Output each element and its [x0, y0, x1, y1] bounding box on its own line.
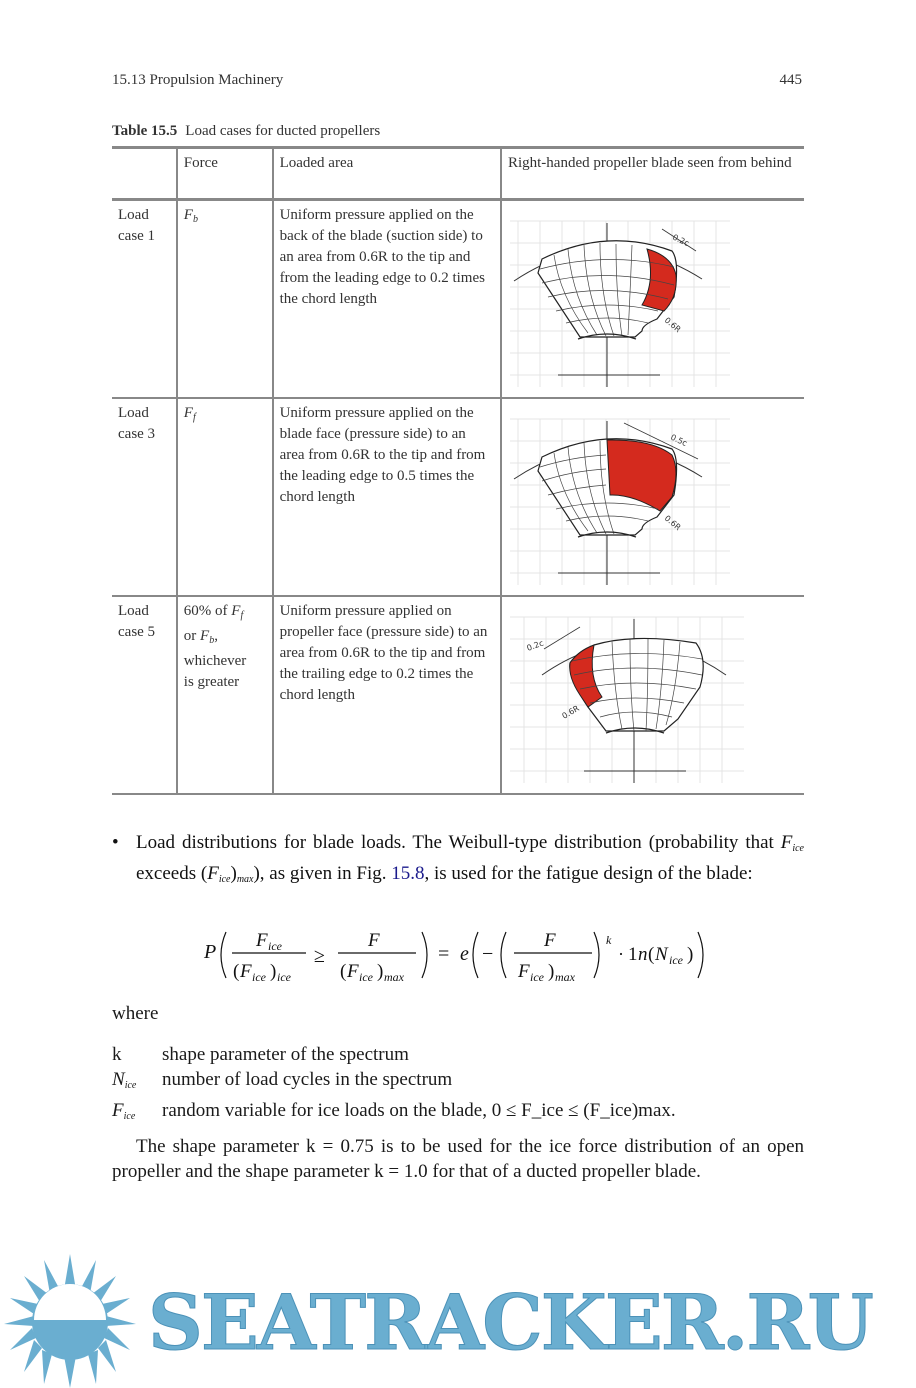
running-head — [112, 72, 802, 94]
table-title: Load cases for ducted propellers — [185, 123, 381, 139]
blade-figure-cell — [501, 398, 804, 596]
force-cell: $F_f$ — [177, 398, 273, 596]
svg-text:F: F — [347, 961, 359, 982]
loaded-area-cell: Uniform pressure applied on the blade face (pressure side) to an area from 0.6R to the tip and from the leading edge to 0.5 times the chord length — [273, 398, 501, 596]
header-case — [112, 148, 177, 200]
svg-text:e: e — [460, 943, 469, 965]
svg-text:F: F — [368, 930, 380, 951]
case-label: Load case 1 — [118, 207, 156, 244]
table-row — [112, 596, 804, 794]
svg-text:): ) — [270, 961, 277, 982]
svg-text:1: 1 — [628, 944, 638, 965]
case-label: Load case 5 — [118, 603, 156, 640]
svg-text:ice: ice — [268, 939, 282, 953]
svg-text:n: n — [638, 944, 648, 965]
svg-text:ice: ice — [277, 970, 291, 984]
svg-text:≥: ≥ — [314, 945, 325, 967]
blade-diagram-case-5 — [502, 597, 804, 791]
blade-figure-cell — [501, 596, 804, 794]
table-label: Table 15.5 — [112, 123, 178, 139]
svg-text:0.6R: 0.6R — [560, 703, 581, 721]
svg-text:max: max — [555, 970, 575, 984]
definition-row: $N_{ice}$ number of load cycles in the spectrum — [112, 1069, 453, 1091]
table-row — [112, 398, 804, 596]
svg-text:k: k — [606, 933, 612, 947]
svg-text:max: max — [384, 970, 404, 984]
svg-text:−: − — [482, 943, 494, 965]
svg-text:0.5c: 0.5c — [669, 432, 689, 449]
sun-logo-icon — [0, 1250, 140, 1388]
svg-text:): ) — [377, 961, 384, 982]
page-number: 445 — [779, 72, 802, 88]
svg-text:ice: ice — [530, 970, 544, 984]
svg-text:ice: ice — [359, 970, 373, 984]
definition-row: $F_{ice}$ random variable for ice loads on the blade, 0 ≤ F_ice ≤ (F_ice)max. — [112, 1100, 676, 1122]
watermark — [0, 1250, 916, 1388]
svg-text:0.2c: 0.2c — [525, 638, 545, 653]
symbol-definitions — [112, 1042, 676, 1129]
where-label: where — [112, 1003, 159, 1024]
svg-text:F: F — [518, 961, 530, 982]
svg-text:): ) — [548, 961, 555, 982]
svg-text:ice: ice — [669, 953, 683, 967]
header-loaded-area: Loaded area — [273, 148, 501, 200]
figure-reference-link[interactable]: 15.8 — [391, 863, 425, 884]
load-cases-table — [112, 146, 804, 795]
shape-parameter-paragraph: The shape parameter k = 0.75 is to be used for the ice force distribution of an open propeller and the shape parameter k = 1.0 for that of a ducted propeller blade. — [112, 1136, 804, 1182]
blade-diagram-case-1 — [502, 201, 804, 393]
section-title: 15.13 Propulsion Machinery — [112, 72, 284, 88]
watermark-text: SEATRACKER.RU — [148, 1278, 872, 1367]
weibull-bullet-paragraph: • Load distributions for blade loads. The Weibull-type distribution (probability that $F_{ice}$ exceeds $(F_{ice})_{max}$), as given in Fig. 15.8, is used for the fatigue design of the blade: — [112, 832, 804, 885]
table-caption — [112, 123, 380, 140]
header-force: Force — [177, 148, 273, 200]
svg-text:F: F — [256, 930, 268, 951]
blade-diagram-case-3 — [502, 399, 804, 591]
svg-text:): ) — [687, 944, 694, 965]
header-blade-figure: Right-handed propeller blade seen from behind — [501, 148, 804, 200]
svg-text:(: ( — [340, 961, 347, 982]
svg-text:ice: ice — [252, 970, 266, 984]
weibull-formula — [200, 922, 720, 988]
svg-text:0.6R: 0.6R — [662, 315, 683, 335]
force-cell: $F_b$ — [177, 200, 273, 399]
svg-text:F: F — [544, 930, 556, 951]
table-row — [112, 200, 804, 399]
svg-text:(: ( — [233, 961, 240, 982]
svg-text:0.6R: 0.6R — [662, 513, 683, 533]
force-cell: 60% of $F_f$ or $F_b$, whichever is greater — [177, 596, 273, 794]
svg-text:0.2c: 0.2c — [671, 232, 691, 249]
loaded-area-cell: Uniform pressure applied on propeller face (pressure side) to an area from 0.6R to the tip and from the trailing edge to 0.2 times the chord length — [273, 596, 501, 794]
svg-text:F: F — [240, 961, 252, 982]
definition-row: k shape parameter of the spectrum — [112, 1044, 409, 1065]
bullet-icon: • — [112, 832, 119, 853]
table-header-row — [112, 148, 804, 200]
svg-text:·: · — [618, 944, 624, 964]
svg-text:P: P — [204, 941, 217, 963]
svg-text:(: ( — [648, 944, 655, 965]
svg-text:=: = — [438, 943, 450, 965]
blade-figure-cell — [501, 200, 804, 399]
svg-text:N: N — [655, 944, 668, 965]
case-label: Load case 3 — [118, 405, 156, 442]
loaded-area-cell: Uniform pressure applied on the back of the blade (suction side) to an area from 0.6R to the tip and from the leading edge to 0.2 times the chord length — [273, 200, 501, 399]
